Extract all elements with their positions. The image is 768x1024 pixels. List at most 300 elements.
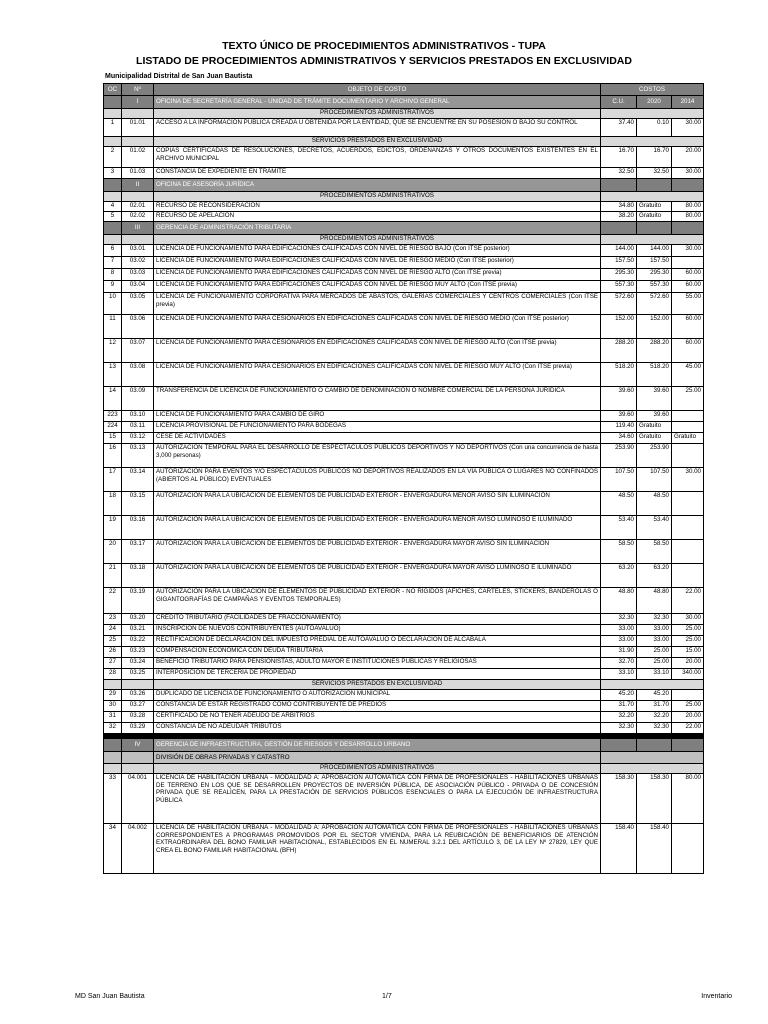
row-cost-2020: 33.10 <box>637 669 672 680</box>
row-description: CRÉDITO TRIBUTARIO (FACILIDADES DE FRACCIONAMIENTO) <box>154 614 601 625</box>
row-oc: 224 <box>104 422 122 433</box>
row-cost-2014: 25.00 <box>672 636 704 647</box>
office-oc-cell <box>104 739 122 752</box>
row-cost-2014 <box>672 257 704 269</box>
table-row <box>104 614 704 625</box>
section-oc-cell <box>104 137 122 147</box>
row-cost-cu: 48.50 <box>601 492 637 516</box>
row-code: 03.24 <box>122 658 154 669</box>
row-cost-2020: 157.50 <box>637 257 672 269</box>
row-code: 03.07 <box>122 339 154 363</box>
row-oc: 13 <box>104 363 122 387</box>
row-cost-cu: 288.20 <box>601 339 637 363</box>
row-cost-2014 <box>672 540 704 564</box>
section-num-cell <box>122 192 154 202</box>
section-num-cell <box>122 680 154 690</box>
row-description: LICENCIA DE FUNCIONAMIENTO CORPORATIVA PARA MERCADOS DE ABASTOS, GALERÍAS COMERCIALES Y CENTROS COMERCIALES (Con ITSE previa) <box>154 293 601 315</box>
row-oc: 10 <box>104 293 122 315</box>
row-oc: 27 <box>104 658 122 669</box>
document-subtitle: LISTADO DE PROCEDIMIENTOS ADMINISTRATIVOS Y SERVICIOS PRESTADOS EN EXCLUSIVIDAD <box>136 55 632 67</box>
row-cost-2020: 58.50 <box>637 540 672 564</box>
row-cost-2020: Gratuito <box>637 212 672 222</box>
row-cost-2014 <box>672 690 704 701</box>
row-description: RECURSO DE APELACIÓN <box>154 212 601 222</box>
row-description: AUTORIZACIÓN PARA EVENTOS Y/O ESPECTÁCULOS PÚBLICOS NO DEPORTIVOS REALIZADOS EN LA VÍA PÚBLICA O LUGARES NO CONFINADOS (ABIERTOS AL PÚBLICO) EVENTUALES <box>154 468 601 492</box>
row-code: 03.17 <box>122 540 154 564</box>
section-cost-cell <box>601 137 704 147</box>
row-cost-2020: 39.60 <box>637 387 672 411</box>
cost-header-2014: 2014 <box>672 96 704 109</box>
table-row <box>104 147 704 168</box>
section-row <box>104 235 704 245</box>
row-oc: 5 <box>104 212 122 222</box>
row-oc: 9 <box>104 281 122 293</box>
section-label: PROCEDIMIENTOS ADMINISTRATIVOS <box>154 764 601 774</box>
table-row <box>104 588 704 614</box>
row-description: CONSTANCIA DE NO ADEUDAR TRIBUTOS <box>154 723 601 734</box>
section-label: PROCEDIMIENTOS ADMINISTRATIVOS <box>154 235 601 245</box>
table-row <box>104 636 704 647</box>
row-cost-2014 <box>672 411 704 422</box>
row-oc: 223 <box>104 411 122 422</box>
row-cost-2020: 107.50 <box>637 468 672 492</box>
row-cost-cu: 53.40 <box>601 516 637 540</box>
row-cost-2020: 518.20 <box>637 363 672 387</box>
row-cost-2020: 25.00 <box>637 658 672 669</box>
row-cost-cu: 33.10 <box>601 669 637 680</box>
row-cost-cu: 39.60 <box>601 387 637 411</box>
row-oc: 14 <box>104 387 122 411</box>
row-cost-2014: 30.00 <box>672 119 704 137</box>
row-cost-cu: 31.90 <box>601 647 637 658</box>
row-code: 03.27 <box>122 701 154 712</box>
table-row <box>104 245 704 257</box>
row-code: 03.10 <box>122 411 154 422</box>
row-cost-2014: 30.00 <box>672 614 704 625</box>
row-cost-2020: 158.30 <box>637 774 672 824</box>
table-row <box>104 293 704 315</box>
row-oc: 15 <box>104 433 122 444</box>
table-row <box>104 411 704 422</box>
row-cost-cu: 32.20 <box>601 712 637 723</box>
row-cost-cu: 158.40 <box>601 824 637 874</box>
table-row <box>104 658 704 669</box>
row-cost-2020: 48.80 <box>637 588 672 614</box>
row-cost-cu: 32.50 <box>601 168 637 179</box>
row-description: CONSTANCIA DE EXPEDIENTE EN TRÁMITE <box>154 168 601 179</box>
row-cost-2020: Gratuito <box>637 433 672 444</box>
table-row <box>104 444 704 468</box>
row-cost-2020: Gratuito <box>637 422 672 433</box>
row-oc: 4 <box>104 202 122 212</box>
cost-header-2014 <box>672 739 704 752</box>
table-row <box>104 669 704 680</box>
row-cost-2014 <box>672 516 704 540</box>
row-description: COMPENSACIÓN ECONÓMICA CON DEUDA TRIBUTARIA <box>154 647 601 658</box>
office-name: GERENCIA DE INFRAESTRUCTURA, GESTIÓN DE RIESGOS Y DESARROLLO URBANO <box>154 739 601 752</box>
row-oc: 8 <box>104 269 122 281</box>
row-cost-2014: 60.00 <box>672 281 704 293</box>
row-cost-2020: 53.40 <box>637 516 672 540</box>
row-code: 03.12 <box>122 433 154 444</box>
row-cost-cu: 58.50 <box>601 540 637 564</box>
row-cost-2014: 60.00 <box>672 339 704 363</box>
row-cost-cu: 253.90 <box>601 444 637 468</box>
row-code: 03.03 <box>122 269 154 281</box>
row-cost-cu: 32.30 <box>601 723 637 734</box>
row-cost-cu: 518.20 <box>601 363 637 387</box>
row-cost-2020: 63.20 <box>637 564 672 588</box>
row-cost-2014: 25.00 <box>672 701 704 712</box>
row-cost-2014 <box>672 444 704 468</box>
row-cost-2014: 55.00 <box>672 293 704 315</box>
office-row <box>104 96 704 109</box>
section-cost-cell <box>601 764 704 774</box>
row-code: 03.20 <box>122 614 154 625</box>
row-cost-2020: 16.70 <box>637 147 672 168</box>
row-oc: 12 <box>104 339 122 363</box>
row-code: 03.16 <box>122 516 154 540</box>
row-cost-2014: 15.00 <box>672 647 704 658</box>
row-description: COPIAS CERTIFICADAS DE RESOLUCIONES, DECRETOS, ACUERDOS, EDICTOS, ORDENANZAS Y OTROS DOCUMENTOS EXISTENTES EN EL ARCHIVO MUNICIPAL <box>154 147 601 168</box>
office-oc-cell <box>104 222 122 235</box>
section-num-cell <box>122 764 154 774</box>
section-oc-cell <box>104 235 122 245</box>
row-code: 03.23 <box>122 647 154 658</box>
row-cost-cu: 157.50 <box>601 257 637 269</box>
section-num-cell <box>122 235 154 245</box>
office-number: II <box>122 179 154 192</box>
row-cost-2020: 45.20 <box>637 690 672 701</box>
row-cost-2020: 253.90 <box>637 444 672 468</box>
row-code: 01.02 <box>122 147 154 168</box>
row-code: 03.28 <box>122 712 154 723</box>
row-cost-2020: Gratuito <box>637 202 672 212</box>
row-cost-cu: 32.30 <box>601 614 637 625</box>
row-code: 03.14 <box>122 468 154 492</box>
row-cost-2020: 39.60 <box>637 411 672 422</box>
table-row <box>104 257 704 269</box>
row-description: LICENCIA DE FUNCIONAMIENTO PARA CESIONARIOS EN EDIFICACIONES CALIFICADAS CON NIVEL DE RIESGO MUY ALTO (Con ITSE previa) <box>154 363 601 387</box>
row-cost-2014: 80.00 <box>672 774 704 824</box>
footer-left: MD San Juan Bautista <box>75 993 145 1000</box>
row-code: 03.09 <box>122 387 154 411</box>
row-cost-2014 <box>672 492 704 516</box>
municipality-name: Municipalidad Distrital de San Juan Bautista <box>105 73 253 80</box>
office-name: OFICINA DE ASESORÍA JURÍDICA <box>154 179 601 192</box>
row-description: INSCRIPCIÓN DE NUEVOS CONTRIBUYENTES (AUTOAVALUO) <box>154 625 601 636</box>
table-body <box>104 96 704 874</box>
row-description: CERTIFICADO DE NO TENER ADEUDO DE ARBITRIOS <box>154 712 601 723</box>
row-description: LICENCIA DE FUNCIONAMIENTO PARA CESIONARIOS EN EDIFICACIONES CALIFICADAS CON NIVEL DE RIESGO MEDIO (Con ITSE posterior) <box>154 315 601 339</box>
table-row <box>104 269 704 281</box>
row-description: AUTORIZACIÓN PARA LA UBICACIÓN DE ELEMENTOS DE PUBLICIDAD EXTERIOR - ENVERGADURA MENOR AVISO SIN ILUMINACIÓN <box>154 492 601 516</box>
table-row <box>104 712 704 723</box>
table-row <box>104 516 704 540</box>
row-cost-2014: 22.00 <box>672 588 704 614</box>
row-cost-2014: 45.00 <box>672 363 704 387</box>
section-num-cell <box>122 137 154 147</box>
row-oc: 19 <box>104 516 122 540</box>
row-cost-2014: 60.00 <box>672 315 704 339</box>
row-description: LICENCIA DE FUNCIONAMIENTO PARA EDIFICACIONES CALIFICADAS CON NIVEL DE RIESGO ALTO (Con ITSE previa) <box>154 269 601 281</box>
section-label: SERVICIOS PRESTADOS EN EXCLUSIVIDAD <box>154 680 601 690</box>
row-code: 04.002 <box>122 824 154 874</box>
division-oc-cell <box>104 752 122 764</box>
cost-header-2014 <box>672 179 704 192</box>
table-row <box>104 202 704 212</box>
row-cost-cu: 32.70 <box>601 658 637 669</box>
row-oc: 20 <box>104 540 122 564</box>
row-cost-2014: 30.00 <box>672 168 704 179</box>
row-cost-cu: 557.30 <box>601 281 637 293</box>
footer-page-number: 1/7 <box>382 993 392 1000</box>
header-objeto: OBJETO DE COSTO <box>154 84 601 96</box>
row-description: DUPLICADO DE LICENCIA DE FUNCIONAMIENTO O AUTORIZACIÓN MUNICIPAL <box>154 690 601 701</box>
section-oc-cell <box>104 109 122 119</box>
row-cost-cu: 158.30 <box>601 774 637 824</box>
section-cost-cell <box>601 680 704 690</box>
office-row <box>104 739 704 752</box>
row-description: LICENCIA DE FUNCIONAMIENTO PARA EDIFICACIONES CALIFICADAS CON NIVEL DE RIESGO BAJO (Con ITSE posterior) <box>154 245 601 257</box>
section-row <box>104 764 704 774</box>
row-cost-2020: 295.30 <box>637 269 672 281</box>
row-code: 03.26 <box>122 690 154 701</box>
row-cost-cu: 119.40 <box>601 422 637 433</box>
row-cost-2014: 30.00 <box>672 245 704 257</box>
table-row <box>104 492 704 516</box>
row-cost-cu: 16.70 <box>601 147 637 168</box>
row-description: BENEFICIO TRIBUTARIO PARA PENSIONISTAS, ADULTO MAYOR E INSTITUCIONES PÚBLICAS Y RELIGIOSAS <box>154 658 601 669</box>
row-description: TRANSFERENCIA DE LICENCIA DE FUNCIONAMIENTO O CAMBIO DE DENOMINACIÓN O NOMBRE COMERCIAL DE LA PERSONA JURÍDICA <box>154 387 601 411</box>
cost-header-2020 <box>637 179 672 192</box>
row-code: 03.08 <box>122 363 154 387</box>
row-cost-2020: 158.40 <box>637 824 672 874</box>
section-row <box>104 109 704 119</box>
table-row <box>104 281 704 293</box>
row-cost-2014: 340.00 <box>672 669 704 680</box>
row-cost-cu: 34.80 <box>601 202 637 212</box>
table-row <box>104 540 704 564</box>
cost-header-2020: 2020 <box>637 96 672 109</box>
row-description: INTERPOSICIÓN DE TERCERÍA DE PROPIEDAD <box>154 669 601 680</box>
table-row <box>104 315 704 339</box>
row-code: 03.18 <box>122 564 154 588</box>
row-description: LICENCIA DE FUNCIONAMIENTO PARA CESIONARIOS EN EDIFICACIONES CALIFICADAS CON NIVEL DE RIESGO ALTO (Con ITSE previa) <box>154 339 601 363</box>
document-title: TEXTO ÚNICO DE PROCEDIMIENTOS ADMINISTRATIVOS - TUPA <box>222 40 546 52</box>
table-row <box>104 168 704 179</box>
cost-header-2020 <box>637 222 672 235</box>
row-code: 03.11 <box>122 422 154 433</box>
row-code: 03.15 <box>122 492 154 516</box>
cost-header-cu <box>601 739 637 752</box>
row-code: 03.29 <box>122 723 154 734</box>
section-label: SERVICIOS PRESTADOS EN EXCLUSIVIDAD <box>154 137 601 147</box>
row-code: 03.22 <box>122 636 154 647</box>
header-costos: COSTOS <box>601 84 704 96</box>
division-num-cell <box>122 752 154 764</box>
row-cost-2020: 288.20 <box>637 339 672 363</box>
row-code: 01.03 <box>122 168 154 179</box>
office-oc-cell <box>104 179 122 192</box>
footer-right: Inventario <box>701 993 732 1000</box>
table-row <box>104 690 704 701</box>
table-row <box>104 422 704 433</box>
table-row <box>104 647 704 658</box>
row-oc: 21 <box>104 564 122 588</box>
row-cost-cu: 572.60 <box>601 293 637 315</box>
section-oc-cell <box>104 192 122 202</box>
row-oc: 6 <box>104 245 122 257</box>
cost-header-cu <box>601 222 637 235</box>
row-oc: 24 <box>104 625 122 636</box>
row-code: 03.04 <box>122 281 154 293</box>
row-description: LICENCIA DE FUNCIONAMIENTO PARA EDIFICACIONES CALIFICADAS CON NIVEL DE RIESGO MUY ALTO (Con ITSE previa) <box>154 281 601 293</box>
row-cost-2020: 0.10 <box>637 119 672 137</box>
row-code: 02.02 <box>122 212 154 222</box>
header-oc: OC <box>104 84 122 96</box>
row-oc: 29 <box>104 690 122 701</box>
row-description: AUTORIZACIÓN PARA LA UBICACIÓN DE ELEMENTOS DE PUBLICIDAD EXTERIOR - ENVERGADURA MENOR AVISO LUMINOSO E ILUMINADO <box>154 516 601 540</box>
row-cost-cu: 37.40 <box>601 119 637 137</box>
row-description: AUTORIZACIÓN PARA LA UBICACIÓN DE ELEMENTOS DE PUBLICIDAD EXTERIOR - ENVERGADURA MAYOR AVISO SIN ILUMINACIÓN <box>154 540 601 564</box>
row-description: AUTORIZACIÓN PARA LA UBICACIÓN DE ELEMENTOS DE PUBLICIDAD EXTERIOR - NO RÍGIDOS (AFICHES, CARTELES, STICKERS, BANDEROLAS O GIGANTOGRAFÍAS DE CAMPAÑAS Y EVENTOS TEMPORALES) <box>154 588 601 614</box>
row-code: 03.02 <box>122 257 154 269</box>
table-row <box>104 701 704 712</box>
row-cost-2014 <box>672 422 704 433</box>
table-row <box>104 625 704 636</box>
row-description: AUTORIZACIÓN TEMPORAL PARA EL DESARROLLO DE ESPECTÁCULOS PÚBLICOS DEPORTIVOS Y NO DEPORTIVOS (Con una concurrencia de hasta 3,000 personas) <box>154 444 601 468</box>
office-name: GERENCIA DE ADMINISTRACIÓN TRIBUTARIA <box>154 222 601 235</box>
table-row <box>104 774 704 824</box>
section-cost-cell <box>601 235 704 245</box>
row-cost-2020: 572.60 <box>637 293 672 315</box>
row-cost-2020: 32.20 <box>637 712 672 723</box>
row-description: LICENCIA DE HABILITACIÓN URBANA - MODALIDAD A: APROBACIÓN AUTOMÁTICA CON FIRMA DE PROFESIONALES - HABILITACIONES URBANAS CORRESPONDIENTES A PROGRAMAS PROMOVIDOS POR EL SECTOR VIVIENDA, PARA LA REUBICACIÓN DE BENEFICIARIOS DE ATENCIÓN EXTRAORDINARIA DEL BONO FAMILIAR HABITACIONAL, ESTABLECIDOS EN EL NUMERAL 3.2.1 DEL ARTÍCULO 3, DE LA LEY Nº 27829, LEY QUE CREA EL BONO FAMILIAR HABITACIONAL (BFH) <box>154 824 601 874</box>
table-row <box>104 363 704 387</box>
row-code: 02.01 <box>122 202 154 212</box>
row-cost-2020: 31.70 <box>637 701 672 712</box>
row-cost-2020: 32.30 <box>637 614 672 625</box>
row-cost-cu: 295.30 <box>601 269 637 281</box>
row-code: 03.06 <box>122 315 154 339</box>
row-oc: 23 <box>104 614 122 625</box>
row-oc: 1 <box>104 119 122 137</box>
section-row <box>104 680 704 690</box>
section-oc-cell <box>104 680 122 690</box>
row-code: 03.19 <box>122 588 154 614</box>
row-cost-cu: 107.50 <box>601 468 637 492</box>
row-cost-2020: 48.50 <box>637 492 672 516</box>
section-num-cell <box>122 109 154 119</box>
row-oc: 28 <box>104 669 122 680</box>
row-oc: 31 <box>104 712 122 723</box>
row-description: CONSTANCIA DE ESTAR REGISTRADO COMO CONTRIBUYENTE DE PREDIOS <box>154 701 601 712</box>
office-row <box>104 222 704 235</box>
row-cost-cu: 63.20 <box>601 564 637 588</box>
row-cost-2014: 80.00 <box>672 212 704 222</box>
tupa-table <box>103 83 704 874</box>
row-cost-2014: 60.00 <box>672 269 704 281</box>
row-code: 03.01 <box>122 245 154 257</box>
row-cost-2014 <box>672 824 704 874</box>
section-row <box>104 192 704 202</box>
cost-header-cu: C.U. <box>601 96 637 109</box>
row-code: 01.01 <box>122 119 154 137</box>
row-cost-2014: 25.00 <box>672 625 704 636</box>
row-description: RECTIFICACIÓN DE DECLARACIÓN DEL IMPUESTO PREDIAL DE AUTOAVALUO O DECLARACIÓN DE ALCABALA <box>154 636 601 647</box>
table-row <box>104 824 704 874</box>
section-label: PROCEDIMIENTOS ADMINISTRATIVOS <box>154 192 601 202</box>
section-row <box>104 137 704 147</box>
row-cost-2020: 32.30 <box>637 723 672 734</box>
table-row <box>104 212 704 222</box>
office-row <box>104 179 704 192</box>
row-code: 03.13 <box>122 444 154 468</box>
row-description: LICENCIA DE FUNCIONAMIENTO PARA EDIFICACIONES CALIFICADAS CON NIVEL DE RIESGO MEDIO (Con ITSE posterior) <box>154 257 601 269</box>
row-cost-2014: 80.00 <box>672 202 704 212</box>
row-oc: 26 <box>104 647 122 658</box>
row-cost-cu: 31.70 <box>601 701 637 712</box>
row-oc: 34 <box>104 824 122 874</box>
row-cost-2020: 25.00 <box>637 647 672 658</box>
row-cost-cu: 33.00 <box>601 625 637 636</box>
row-cost-2020: 33.00 <box>637 625 672 636</box>
row-code: 03.25 <box>122 669 154 680</box>
row-oc: 3 <box>104 168 122 179</box>
row-oc: 25 <box>104 636 122 647</box>
row-cost-2014 <box>672 564 704 588</box>
row-oc: 17 <box>104 468 122 492</box>
office-number: III <box>122 222 154 235</box>
row-oc: 18 <box>104 492 122 516</box>
row-cost-2014: 20.00 <box>672 712 704 723</box>
table-row <box>104 433 704 444</box>
office-oc-cell <box>104 96 122 109</box>
office-name: OFICINA DE SECRETARÍA GENERAL - UNIDAD DE TRÁMITE DOCUMENTARIO Y ARCHIVO GENERAL <box>154 96 601 109</box>
row-oc: 7 <box>104 257 122 269</box>
division-name: DIVISIÓN DE OBRAS PRIVADAS Y CATASTRO <box>154 752 601 764</box>
row-cost-2020: 144.00 <box>637 245 672 257</box>
row-cost-cu: 38.20 <box>601 212 637 222</box>
row-cost-2014: Gratuito <box>672 433 704 444</box>
row-description: AUTORIZACIÓN PARA LA UBICACIÓN DE ELEMENTOS DE PUBLICIDAD EXTERIOR - ENVERGADURA MAYOR AVISO LUMINOSO E ILUMINADO <box>154 564 601 588</box>
table-row <box>104 723 704 734</box>
row-cost-2020: 152.00 <box>637 315 672 339</box>
office-number: I <box>122 96 154 109</box>
cost-header-2014 <box>672 222 704 235</box>
section-label: PROCEDIMIENTOS ADMINISTRATIVOS <box>154 109 601 119</box>
row-description: LICENCIA PROVISIONAL DE FUNCIONAMIENTO PARA BODEGAS <box>154 422 601 433</box>
row-cost-2020: 32.50 <box>637 168 672 179</box>
division-cost-cell <box>601 752 704 764</box>
row-cost-cu: 45.20 <box>601 690 637 701</box>
row-description: CESE DE ACTIVIDADES <box>154 433 601 444</box>
table-row <box>104 119 704 137</box>
office-number: IV <box>122 739 154 752</box>
row-description: ACCESO A LA INFORMACIÓN PÚBLICA CREADA U OBTENIDA POR LA ENTIDAD, QUE SE ENCUENTRE EN SU POSESIÓN O BAJO SU CONTROL <box>154 119 601 137</box>
row-cost-cu: 144.00 <box>601 245 637 257</box>
section-cost-cell <box>601 109 704 119</box>
table-row <box>104 468 704 492</box>
section-cost-cell <box>601 192 704 202</box>
table-row <box>104 564 704 588</box>
row-cost-2014: 22.00 <box>672 723 704 734</box>
row-code: 03.05 <box>122 293 154 315</box>
cost-header-cu <box>601 179 637 192</box>
row-cost-2014: 20.00 <box>672 147 704 168</box>
row-cost-2014: 25.00 <box>672 387 704 411</box>
